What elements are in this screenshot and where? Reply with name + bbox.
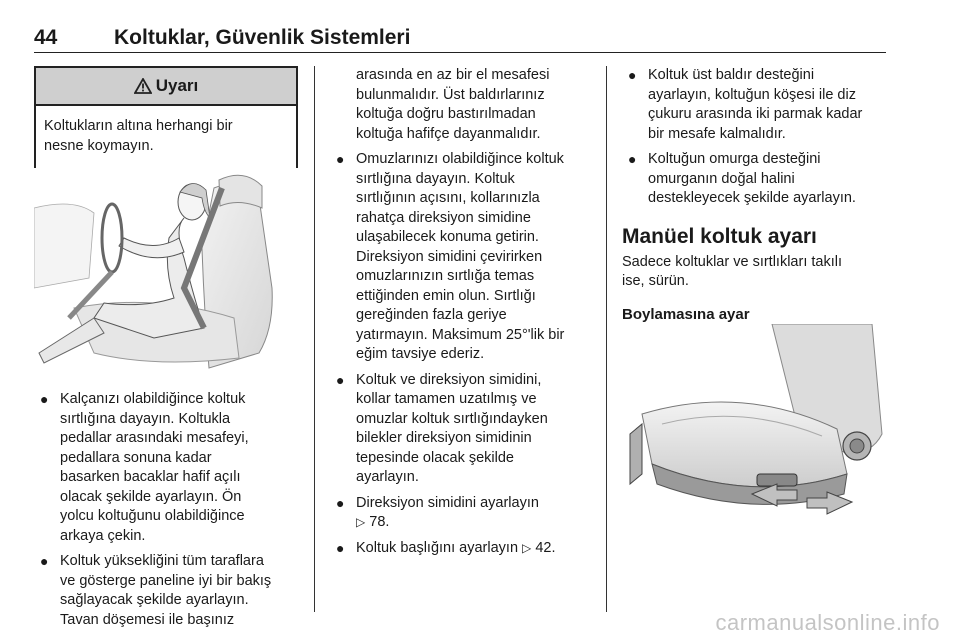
list-item (622, 66, 886, 144)
text-line: ve gösterge paneline iyi bir bakış (60, 572, 272, 589)
text-line: omuzlar koltuk sırtlığındayken (356, 410, 548, 427)
seating-instructions-list-3 (622, 66, 886, 209)
text-line: koltuğa doğru bastırılmadan (356, 106, 536, 122)
text-line: tepesinde olacak şekilde (356, 449, 514, 466)
text-line: yatırmayın. Maksimum 25°'lik bir (356, 326, 565, 343)
list-item (622, 150, 886, 209)
text-line: eğim tavsiye ederiz. (356, 346, 485, 362)
list-item (34, 552, 304, 630)
bullet: ● (628, 151, 637, 167)
text-line (356, 513, 592, 533)
text-line: olacak şekilde ayarlayın. Ön (60, 488, 242, 505)
text-line: ulaşabilecek konuma getirin. (356, 229, 539, 245)
list-item (330, 539, 592, 559)
text-line: Koltuk ve direksiyon simidini, (356, 371, 542, 388)
text-line: rahatça direksiyon simidine (356, 209, 531, 226)
text-line: bilekler direksiyon simidinin (356, 430, 532, 446)
list-item (330, 371, 592, 488)
seating-instructions-list-1 (34, 390, 304, 636)
text-line: sırtlığının açısını, kollarınızla (356, 190, 540, 206)
column-1 (34, 66, 298, 170)
text-line: ayarlayın, koltuğun köşesi ile diz (648, 86, 856, 103)
text-line: ettiğinden emin olun. Sırtlığı (356, 287, 536, 304)
page-reference-icon[interactable]: ▷ (356, 515, 366, 529)
bullet: ● (336, 494, 345, 511)
page-title: Koltuklar, Güvenlik Sistemleri (114, 26, 411, 49)
warning-header (36, 68, 296, 106)
text-line: yolcu koltuğunu olabildiğince (60, 508, 245, 524)
text-line: arasında en az bir el mesafesi (356, 67, 550, 83)
warning-box (34, 66, 298, 170)
text-line: basarken bacaklar hafif açılı (60, 469, 241, 485)
text-line: omuzlarınızın sırtlığa temas (356, 268, 535, 284)
watermark: carmanualsonline.info (715, 610, 940, 635)
bullet: ● (40, 391, 49, 407)
column-divider (606, 66, 607, 612)
text-line: arkaya çekin. (60, 527, 146, 544)
text-line: pedallara sonuna kadar (60, 449, 212, 466)
text-line: koltuğa hafifçe dayanmalıdır. (356, 125, 541, 142)
section-heading: Manüel koltuk ayarı (622, 224, 817, 248)
text-line: omurganın doğal halini (648, 170, 795, 187)
text-line: çukuru arasında iki parmak kadar (648, 106, 863, 122)
text-line: Direksiyon simidini ayarlayın (356, 494, 539, 511)
page-header (34, 22, 886, 53)
list-item (34, 390, 304, 546)
text-line: Koltuk yüksekliğini tüm taraflara (60, 553, 264, 569)
text-line (356, 539, 592, 559)
text-line: Direksiyon simidini çevirirken (356, 248, 543, 265)
section-text: Sadece koltuklar ve sırtlıkları takılı (622, 253, 842, 270)
seating-position-illustration (34, 168, 298, 380)
text-line: destekleyecek şekilde ayarlayın. (648, 190, 856, 206)
text-line: bir mesafe kalmalıdır. (648, 125, 786, 142)
column-2 (330, 66, 592, 564)
text-line: kollar tamamen uzatılmış ve (356, 391, 537, 407)
bullet: ● (40, 553, 49, 569)
seating-instructions-list-2 (330, 150, 592, 558)
text-line: sağlayacak şekilde ayarlayın. (60, 592, 249, 608)
text-line: Koltuğun omurga desteğini (648, 151, 821, 167)
text: Koltuk başlığını ayarlayın (356, 539, 519, 556)
text-line: Tavan döşemesi ile başınız (60, 611, 235, 628)
page-reference[interactable]: 42. (535, 539, 556, 556)
text-line: gereğinden fazla geriye (356, 307, 507, 323)
text-line: Kalçanızı olabildiğince koltuk (60, 391, 246, 407)
warning-triangle-icon (134, 78, 152, 94)
bullet: ● (336, 151, 345, 167)
page-reference[interactable]: 78. (369, 514, 390, 530)
list-item (330, 494, 592, 533)
bullet: ● (336, 539, 345, 556)
text-line: ayarlayın. (356, 469, 419, 485)
bullet: ● (336, 371, 345, 388)
page-reference-icon[interactable]: ▷ (522, 540, 532, 555)
section-text: ise, sürün. (622, 273, 689, 289)
text-line: sırtlığına dayayın. Koltuk (356, 170, 515, 187)
column-3 (622, 66, 886, 323)
warning-heading: Uyarı (155, 76, 199, 95)
warning-line: nesne koymayın. (44, 138, 154, 154)
text-line: Koltuk üst baldır desteğini (648, 67, 815, 83)
warning-text (36, 106, 296, 168)
continued-text (330, 66, 592, 144)
seat-adjustment-illustration (622, 324, 886, 536)
warning-line: Koltukların altına herhangi bir (44, 118, 233, 134)
list-item (330, 150, 592, 365)
text-line: bulunmalıdır. Üst baldırlarınız (356, 86, 545, 103)
subsection-heading: Boylamasına ayar (622, 305, 750, 323)
bullet: ● (628, 67, 637, 83)
text-line: Omuzlarınızı olabildiğince koltuk (356, 151, 564, 167)
text-line: pedallar arasındaki mesafeyi, (60, 430, 249, 446)
column-divider (314, 66, 315, 612)
text-line: sırtlığına dayayın. Koltukla (60, 410, 231, 427)
page-number: 44 (34, 26, 58, 49)
